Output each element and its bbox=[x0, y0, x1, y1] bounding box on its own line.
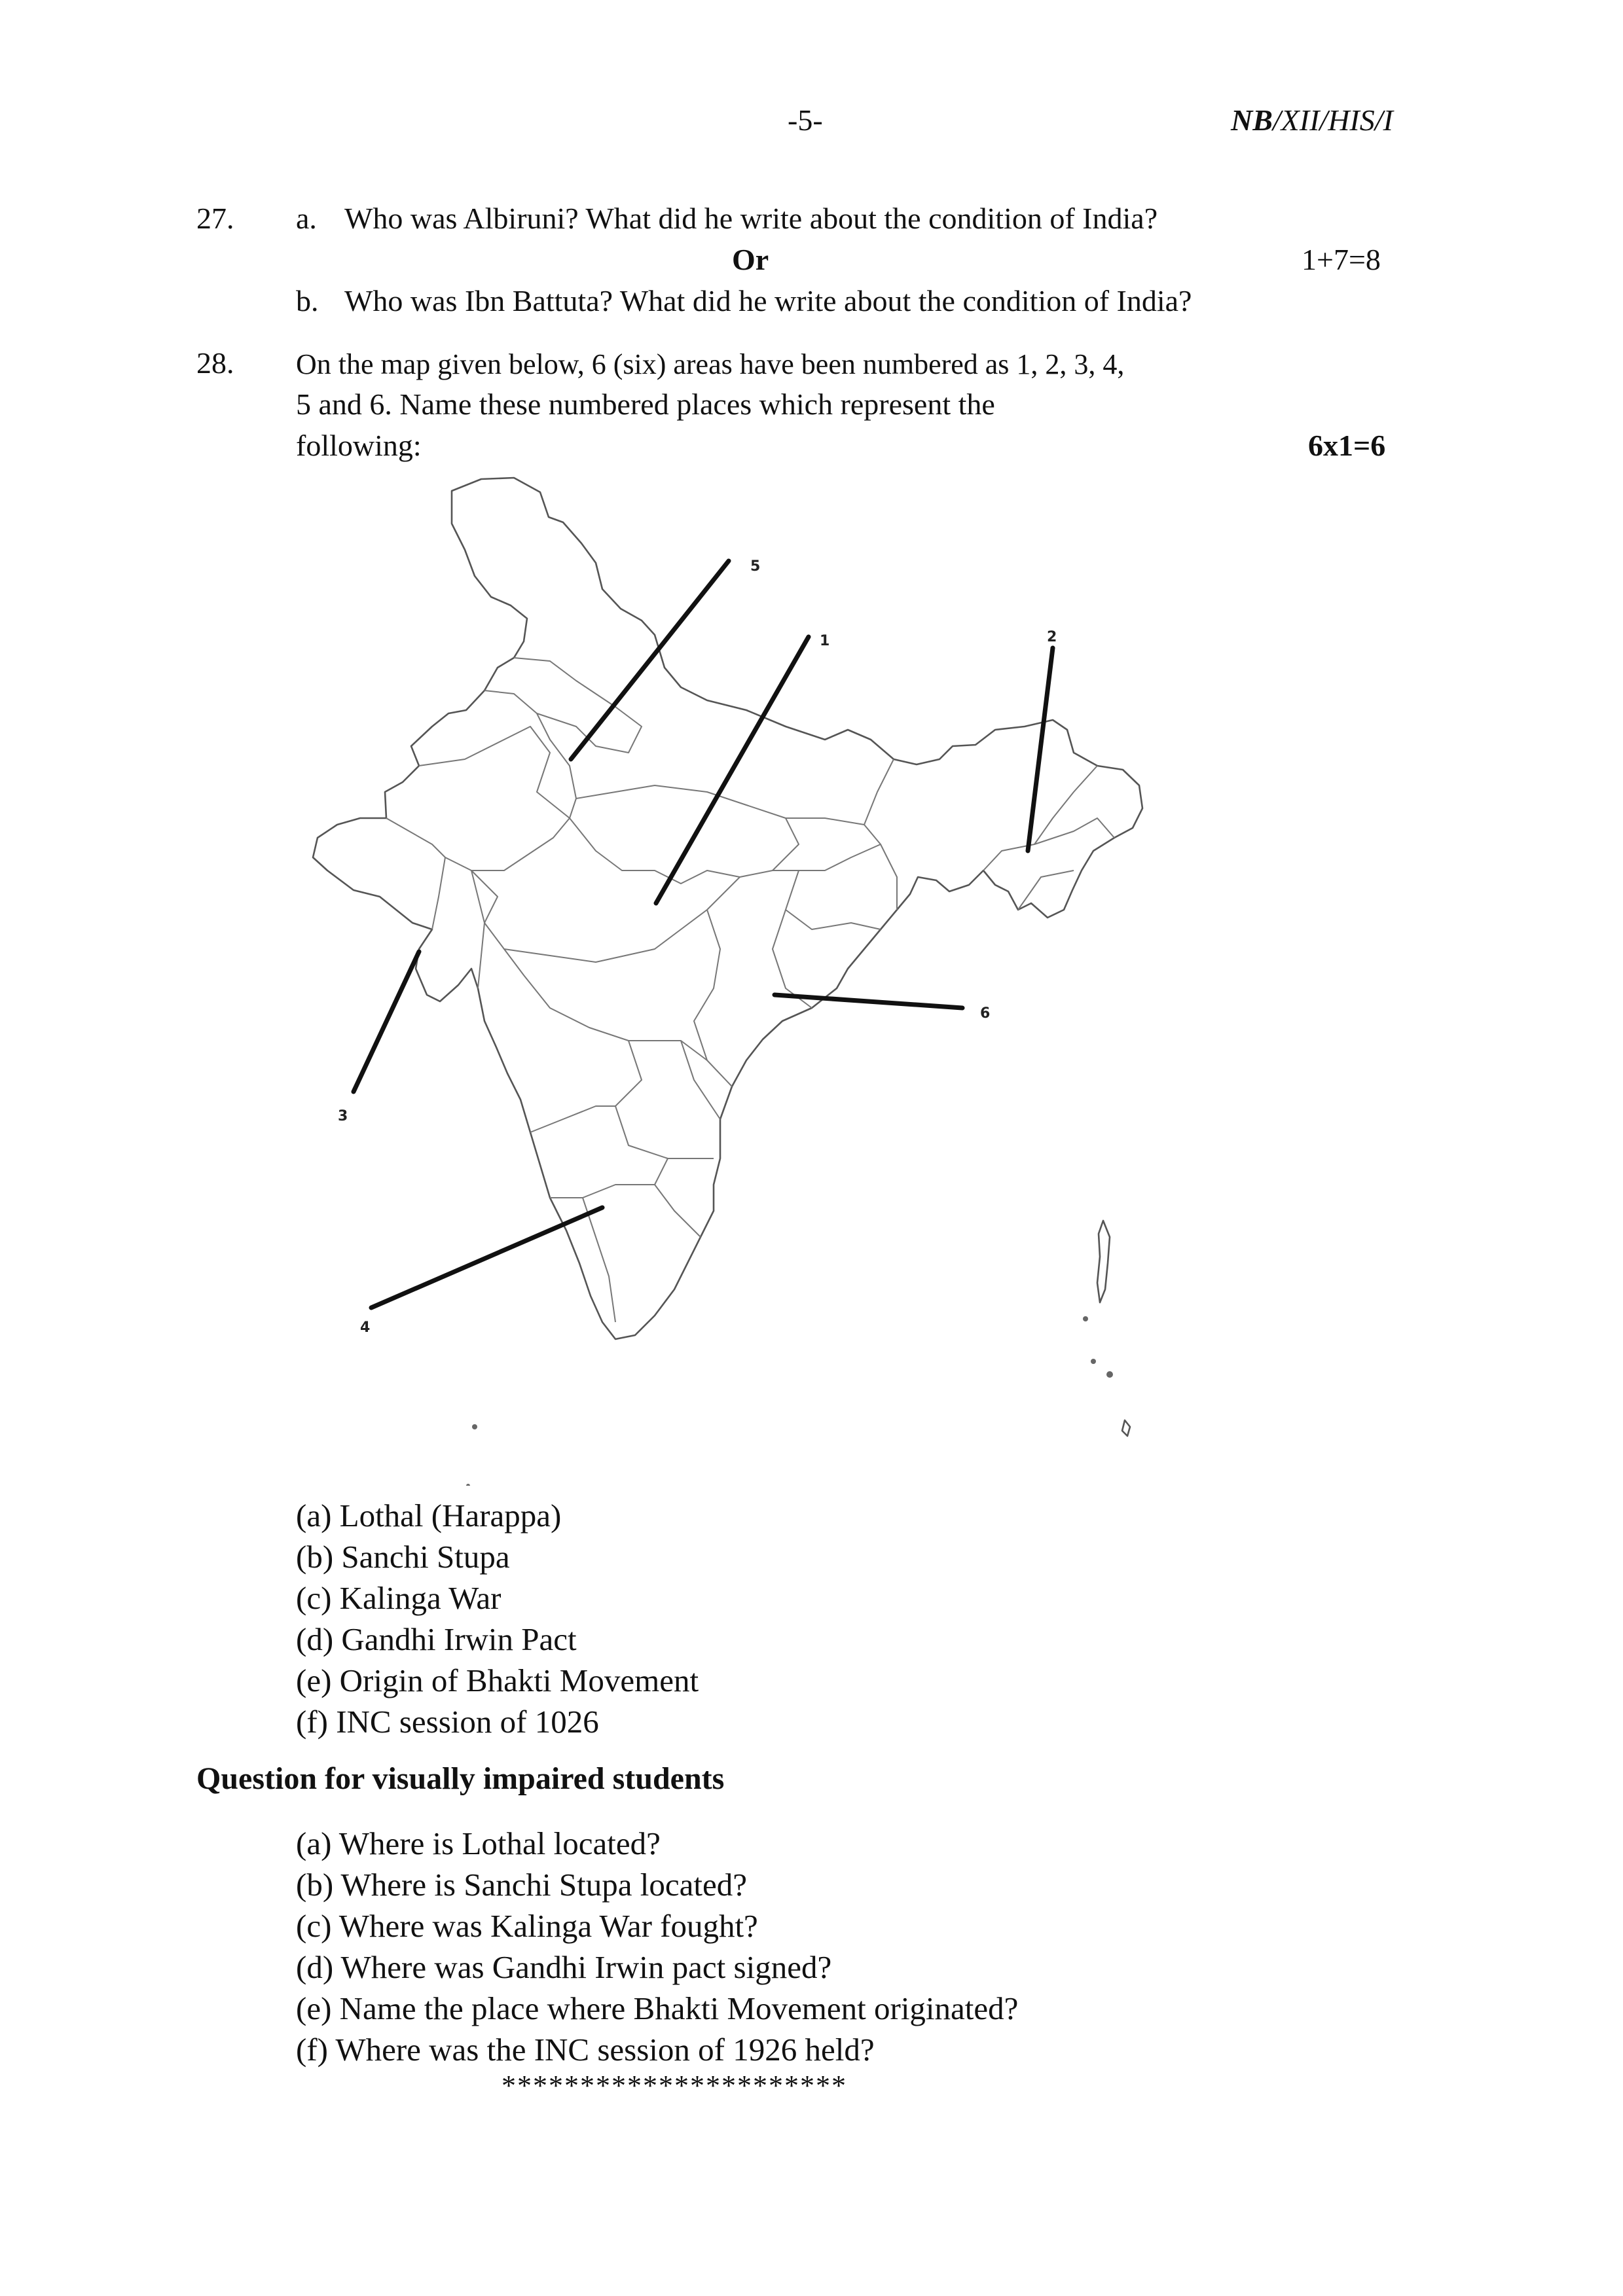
q27-b-text: Who was Ibn Battuta? What did he write about the condition of India? bbox=[344, 284, 1192, 317]
vi-question-e: (e) Name the place where Bhakti Movement originated? bbox=[296, 1990, 1019, 2026]
q28-number: 28. bbox=[196, 346, 234, 380]
map-marker-3: 3 bbox=[338, 1108, 348, 1124]
paper-code bbox=[1231, 102, 1393, 139]
paper-code-rest: /XII/HIS/I bbox=[1272, 103, 1393, 137]
map-marker-4: 4 bbox=[360, 1319, 371, 1336]
page-number: -5- bbox=[788, 103, 823, 137]
q28-instruction-line2: 5 and 6. Name these numbered places which represent the bbox=[296, 387, 995, 421]
nicobar-island bbox=[1122, 1420, 1130, 1436]
map-marker-6: 6 bbox=[980, 1005, 991, 1022]
end-of-paper-marker: ********************** bbox=[501, 2070, 847, 2102]
island-dot bbox=[1091, 1359, 1096, 1364]
island-dot bbox=[1106, 1371, 1113, 1378]
india-outline-map bbox=[288, 452, 1165, 1486]
map-pointer-4 bbox=[371, 1208, 602, 1308]
q28-option-a: (a) Lothal (Harappa) bbox=[296, 1498, 562, 1534]
vi-question-c: (c) Where was Kalinga War fought? bbox=[296, 1908, 758, 1944]
map-marker-2: 2 bbox=[1047, 629, 1057, 645]
island-dot bbox=[466, 1484, 470, 1486]
island-dot bbox=[1083, 1316, 1088, 1321]
q28-option-c: (c) Kalinga War bbox=[296, 1580, 501, 1616]
q27-number: 27. bbox=[196, 202, 234, 235]
q27-b-marker: b. bbox=[296, 284, 319, 317]
q28-marks: 6x1=6 bbox=[1308, 429, 1386, 462]
vi-question-f: (f) Where was the INC session of 1926 held? bbox=[296, 2032, 875, 2068]
india-border bbox=[313, 478, 1142, 1339]
vi-question-b: (b) Where is Sanchi Stupa located? bbox=[296, 1867, 747, 1903]
q27-a-marker: a. bbox=[296, 202, 317, 235]
andaman-islands bbox=[1097, 1221, 1110, 1302]
q27-a-text: Who was Albiruni? What did he write about the condition of India? bbox=[344, 202, 1158, 235]
q28-instruction-line1: On the map given below, 6 (six) areas have been numbered as 1, 2, 3, 4, bbox=[296, 348, 1125, 380]
q27-or-label: Or bbox=[732, 243, 769, 276]
map-pointer-3 bbox=[354, 952, 419, 1092]
vi-question-a: (a) Where is Lothal located? bbox=[296, 1825, 661, 1861]
q28-option-b: (b) Sanchi Stupa bbox=[296, 1539, 510, 1575]
paper-code-bold: NB bbox=[1231, 103, 1273, 137]
island-dot bbox=[472, 1424, 477, 1429]
q28-instruction-line3: following: bbox=[296, 429, 422, 462]
q28-option-e: (e) Origin of Bhakti Movement bbox=[296, 1662, 699, 1698]
q27-marks: 1+7=8 bbox=[1302, 243, 1381, 276]
visually-impaired-heading: Question for visually impaired students bbox=[196, 1761, 725, 1796]
q28-option-f: (f) INC session of 1026 bbox=[296, 1704, 599, 1740]
map-marker-1: 1 bbox=[820, 633, 830, 649]
q28-option-d: (d) Gandhi Irwin Pact bbox=[296, 1621, 577, 1657]
vi-question-d: (d) Where was Gandhi Irwin pact signed? bbox=[296, 1949, 832, 1985]
map-marker-5: 5 bbox=[750, 558, 761, 575]
